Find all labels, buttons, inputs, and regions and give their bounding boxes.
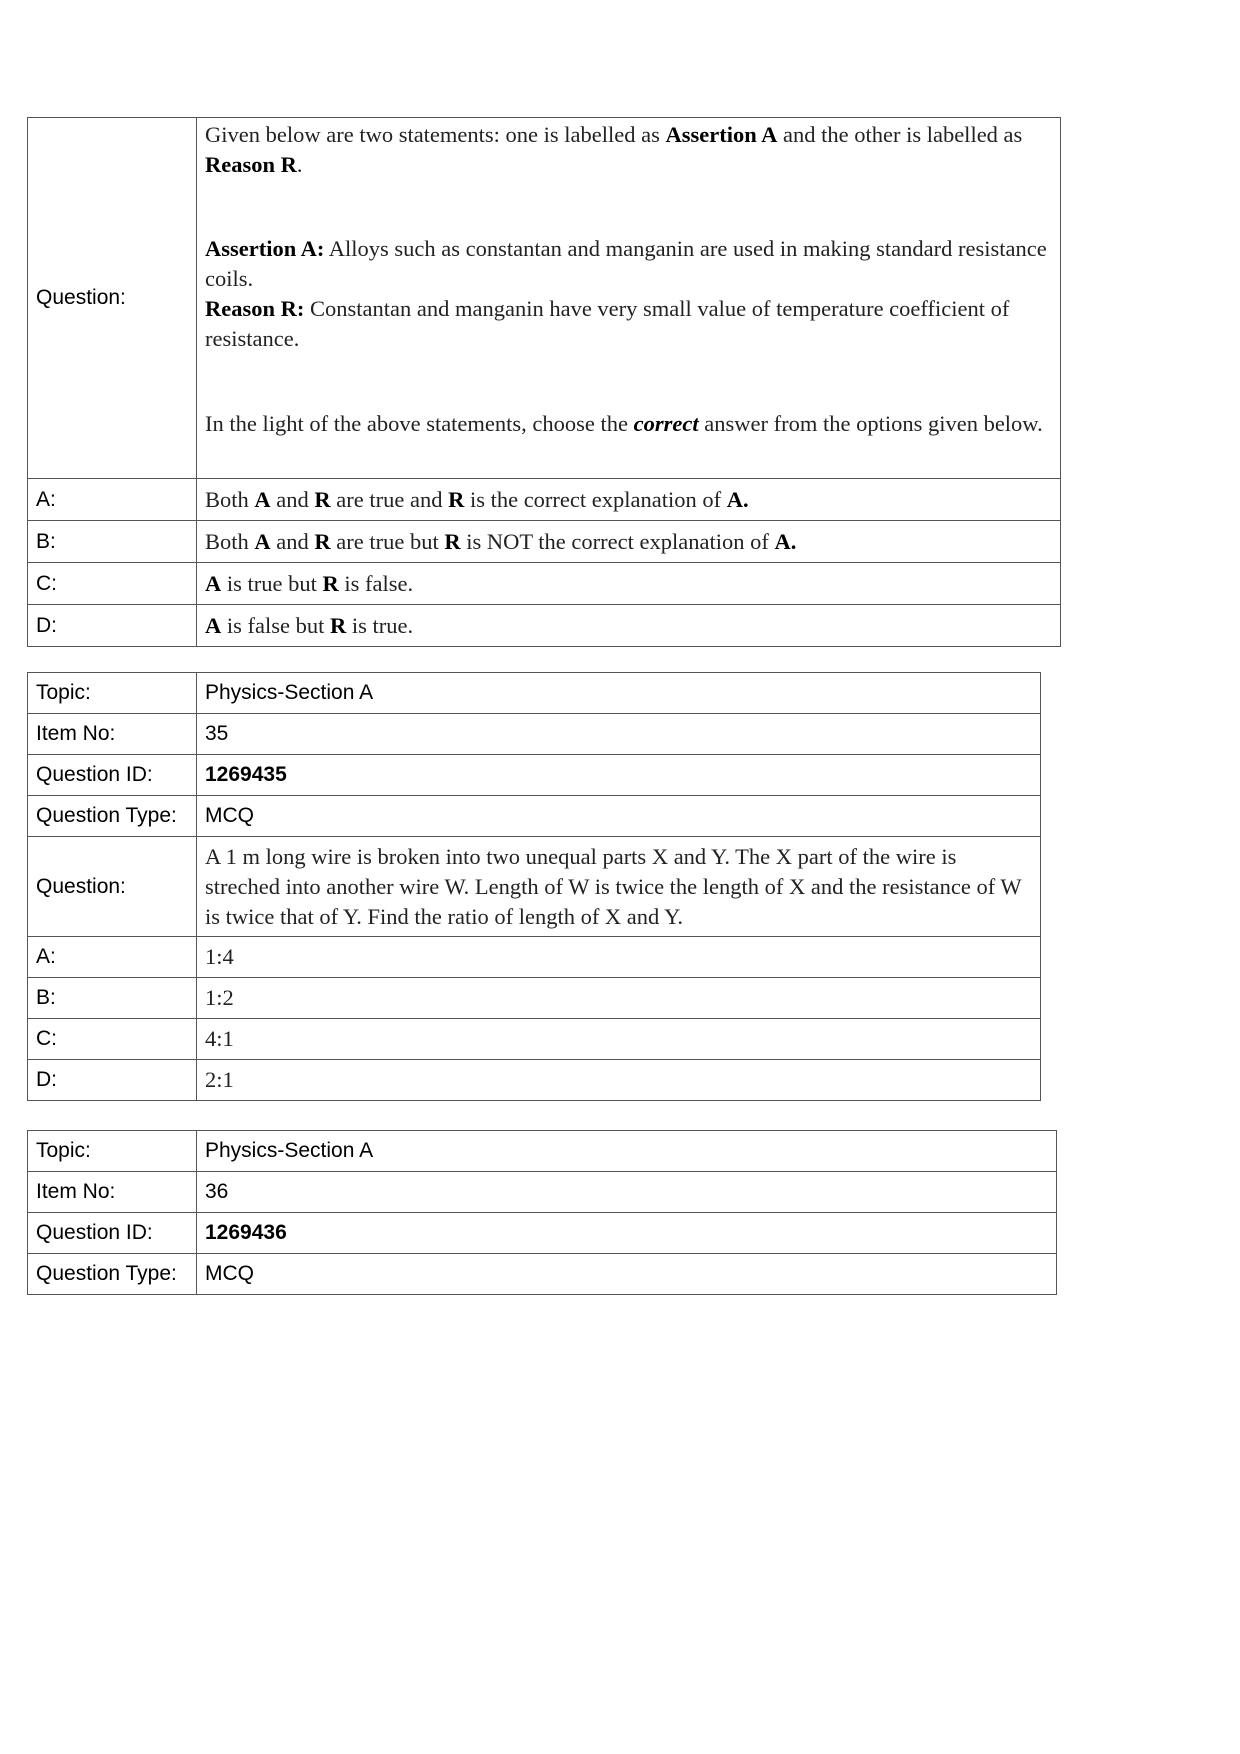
item-no-label: Item No:: [28, 714, 197, 755]
question-row: [28, 118, 1061, 479]
question-type-value: MCQ: [197, 796, 1041, 837]
topic-value: Physics-Section A: [197, 673, 1041, 714]
option-label: C:: [28, 563, 197, 605]
assertion-label: Assertion A:: [205, 236, 325, 261]
option-label: A:: [28, 479, 197, 521]
question-label: Question:: [28, 118, 197, 479]
question-table-36: [27, 1130, 1057, 1295]
option-label: A:: [28, 937, 197, 978]
topic-label: Topic:: [28, 673, 197, 714]
option-label: B:: [28, 978, 197, 1019]
question-text: A 1 m long wire is broken into two unequal parts X and Y. The X part of the wire is streched into another wire W. Length of W is twice the length of X and the resistance of W is twice that of Y. Find the ratio of length of X and Y.: [197, 837, 1041, 937]
item-no-value: 36: [197, 1172, 1057, 1213]
question-table-35: [27, 672, 1041, 1101]
option-row-b: [28, 978, 1041, 1019]
option-row-a: [28, 937, 1041, 978]
question-type-value: MCQ: [197, 1254, 1057, 1295]
option-row-b: [28, 521, 1061, 563]
option-text-c: A is true but R is false.: [197, 563, 1061, 605]
topic-row: [28, 673, 1041, 714]
item-no-row: [28, 1172, 1057, 1213]
question-id-label: Question ID:: [28, 1213, 197, 1254]
question-label: Question:: [28, 837, 197, 937]
question-id-value: 1269436: [197, 1213, 1057, 1254]
intro-text-3: .: [296, 152, 303, 177]
option-label: D:: [28, 1060, 197, 1101]
intro-text-2: and the other is labelled as: [777, 122, 1023, 147]
assertion-statement: [205, 234, 1052, 294]
assertion-text: Alloys such as constantan and manganin are used in making standard resistance coils.: [205, 236, 1047, 291]
prompt-text-1: In the light of the above statements, choose the: [205, 411, 634, 436]
option-text-a: Both A and R are true and R is the correct explanation of A.: [197, 479, 1061, 521]
question-text: [197, 118, 1061, 479]
reason-statement: [205, 294, 1052, 354]
option-text-b: Both A and R are true but R is NOT the correct explanation of A.: [197, 521, 1061, 563]
question-intro: [205, 120, 1052, 180]
option-label: C:: [28, 1019, 197, 1060]
option-label: B:: [28, 521, 197, 563]
question-type-row: [28, 796, 1041, 837]
item-no-value: 35: [197, 714, 1041, 755]
question-type-label: Question Type:: [28, 1254, 197, 1295]
option-row-c: [28, 1019, 1041, 1060]
question-row: [28, 837, 1041, 937]
topic-value: Physics-Section A: [197, 1131, 1057, 1172]
question-id-label: Question ID:: [28, 755, 197, 796]
option-row-d: [28, 1060, 1041, 1101]
question-type-row: [28, 1254, 1057, 1295]
question-type-label: Question Type:: [28, 796, 197, 837]
topic-label: Topic:: [28, 1131, 197, 1172]
question-id-value: 1269435: [197, 755, 1041, 796]
intro-bold-reason: Reason R: [205, 152, 297, 177]
intro-bold-assertion: Assertion A: [665, 122, 778, 147]
option-row-a: [28, 479, 1061, 521]
option-value-b: 1:2: [197, 978, 1041, 1019]
question-table-34: [27, 117, 1061, 647]
reason-label: Reason R:: [205, 296, 305, 321]
topic-row: [28, 1131, 1057, 1172]
option-text-d: A is false but R is true.: [197, 605, 1061, 647]
intro-text-1: Given below are two statements: one is labelled as: [205, 122, 666, 147]
prompt-text-2: answer from the options given below.: [698, 411, 1043, 436]
option-value-c: 4:1: [197, 1019, 1041, 1060]
question-id-row: [28, 1213, 1057, 1254]
option-row-c: [28, 563, 1061, 605]
prompt-emphasis: correct: [633, 411, 699, 436]
item-no-row: [28, 714, 1041, 755]
item-no-label: Item No:: [28, 1172, 197, 1213]
question-prompt: [205, 409, 1052, 439]
question-id-row: [28, 755, 1041, 796]
option-value-a: 1:4: [197, 937, 1041, 978]
reason-text: Constantan and manganin have very small value of temperature coefficient of resistance.: [205, 296, 1010, 351]
option-row-d: [28, 605, 1061, 647]
option-value-d: 2:1: [197, 1060, 1041, 1101]
option-label: D:: [28, 605, 197, 647]
